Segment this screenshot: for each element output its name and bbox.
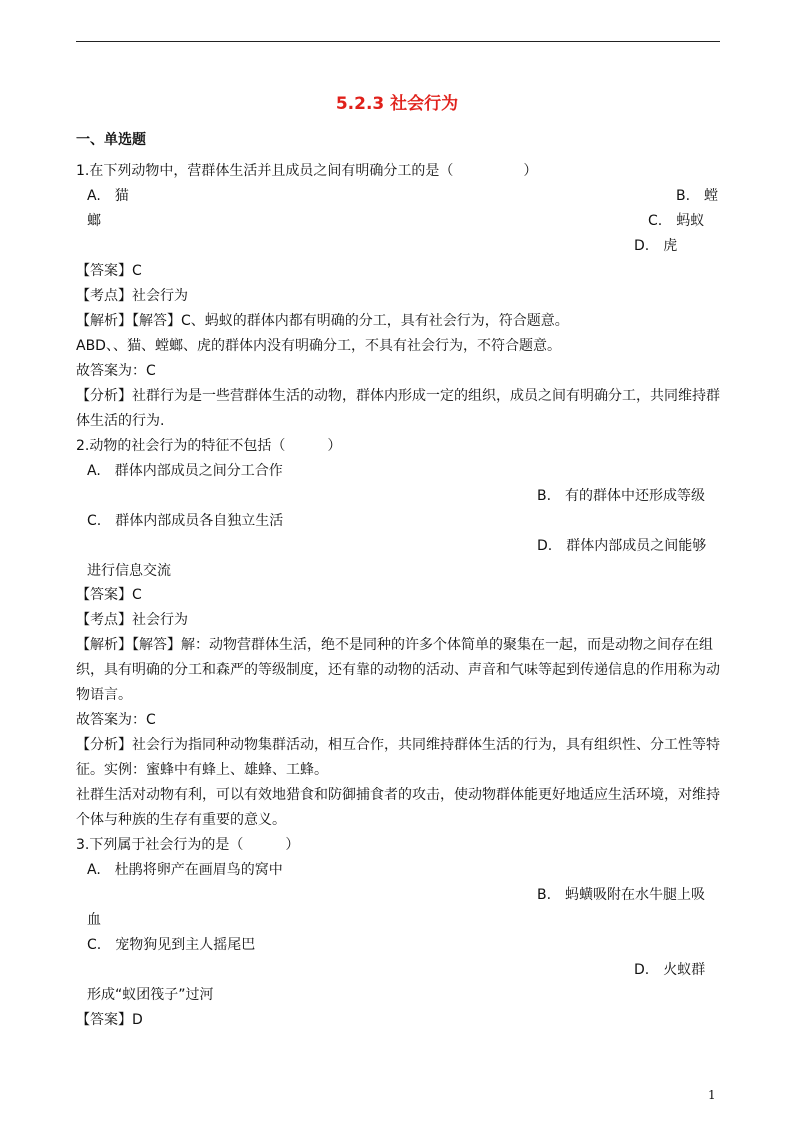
- q3-answer: 【答案】D: [76, 1012, 143, 1028]
- q1-option-c: C. 蚂蚁: [648, 213, 705, 229]
- q1-answer: 【答案】C: [76, 263, 142, 279]
- q2-analysis-2: 征。实例：蜜蜂中有蜂上、雄蜂、工蜂。: [76, 762, 328, 778]
- q1-option-b: B. 螳: [676, 188, 719, 204]
- q1-explanation-2: ABD、、猫、螳螂、虎的群体内没有明确分工，不具有社会行为，不符合题意。: [76, 338, 561, 354]
- q3-option-b: B. 蚂蟥吸附在水牛腿上吸: [537, 887, 706, 903]
- page-number: 1: [708, 1088, 716, 1102]
- section-heading: 一、单选题: [76, 132, 146, 148]
- q2-analysis-1: 【分析】社会行为指同种动物集群活动，相互合作，共同维持群体生活的行为，具有组织性、分工性等特: [76, 737, 720, 753]
- q1-analysis-1: 【分析】社群行为是一些营群体生活的动物，群体内形成一定的组织，成员之间有明确分工，共同维持群: [76, 388, 720, 404]
- q3-option-d-cont: 形成“蚁团筏子”过河: [87, 987, 214, 1003]
- q3-option-d: D. 火蚁群: [634, 962, 706, 978]
- q2-analysis-3: 社群生活对动物有利，可以有效地猎食和防御捕食者的攻击，使动物群体能更好地适应生活环境，对维持: [76, 787, 720, 803]
- q2-explanation-1: 【解析】【解答】解：动物营群体生活，绝不是同种的许多个体简单的聚集在一起，而是动物之间存在组: [76, 637, 713, 653]
- q2-analysis-4: 个体与种族的生存有重要的意义。: [76, 812, 286, 828]
- q2-option-c: C. 群体内部成员各自独立生活: [87, 513, 284, 529]
- q1-point: 【考点】社会行为: [76, 288, 188, 304]
- q2-stem: 2.动物的社会行为的特征不包括（ ）: [76, 438, 342, 454]
- header-rule: [76, 41, 720, 42]
- q1-option-d: D. 虎: [634, 238, 678, 254]
- q2-option-a: A. 群体内部成员之间分工合作: [87, 463, 283, 479]
- q1-final: 故答案为：C: [76, 363, 156, 379]
- q2-option-d-cont: 进行信息交流: [87, 563, 171, 579]
- q1-stem: 1.在下列动物中，营群体生活并且成员之间有明确分工的是（ ）: [76, 163, 538, 179]
- q2-point: 【考点】社会行为: [76, 612, 188, 628]
- q3-stem: 3.下列属于社会行为的是（ ）: [76, 837, 300, 853]
- q3-option-a: A. 杜鹃将卵产在画眉鸟的窝中: [87, 862, 283, 878]
- q1-explanation-1: 【解析】【解答】C、蚂蚁的群体内都有明确的分工，具有社会行为，符合题意。: [76, 313, 569, 329]
- q3-option-b-cont: 血: [87, 912, 101, 928]
- q2-explanation-3: 物语言。: [76, 687, 132, 703]
- q2-option-b: B. 有的群体中还形成等级: [537, 488, 706, 504]
- page-title: 5.2.3 社会行为: [335, 94, 459, 114]
- q2-option-d: D. 群体内部成员之间能够: [537, 538, 707, 554]
- q3-option-c: C. 宠物狗见到主人摇尾巴: [87, 937, 256, 953]
- q1-option-b-cont: 螂: [87, 213, 101, 229]
- q2-final: 故答案为：C: [76, 712, 156, 728]
- q1-analysis-2: 体生活的行为.: [76, 413, 165, 429]
- q1-option-a: A. 猫: [87, 188, 129, 204]
- q2-answer: 【答案】C: [76, 587, 142, 603]
- q2-explanation-2: 织，具有明确的分工和森严的等级制度，还有靠的动物的活动、声音和气味等起到传递信息的作用称为动: [76, 662, 720, 678]
